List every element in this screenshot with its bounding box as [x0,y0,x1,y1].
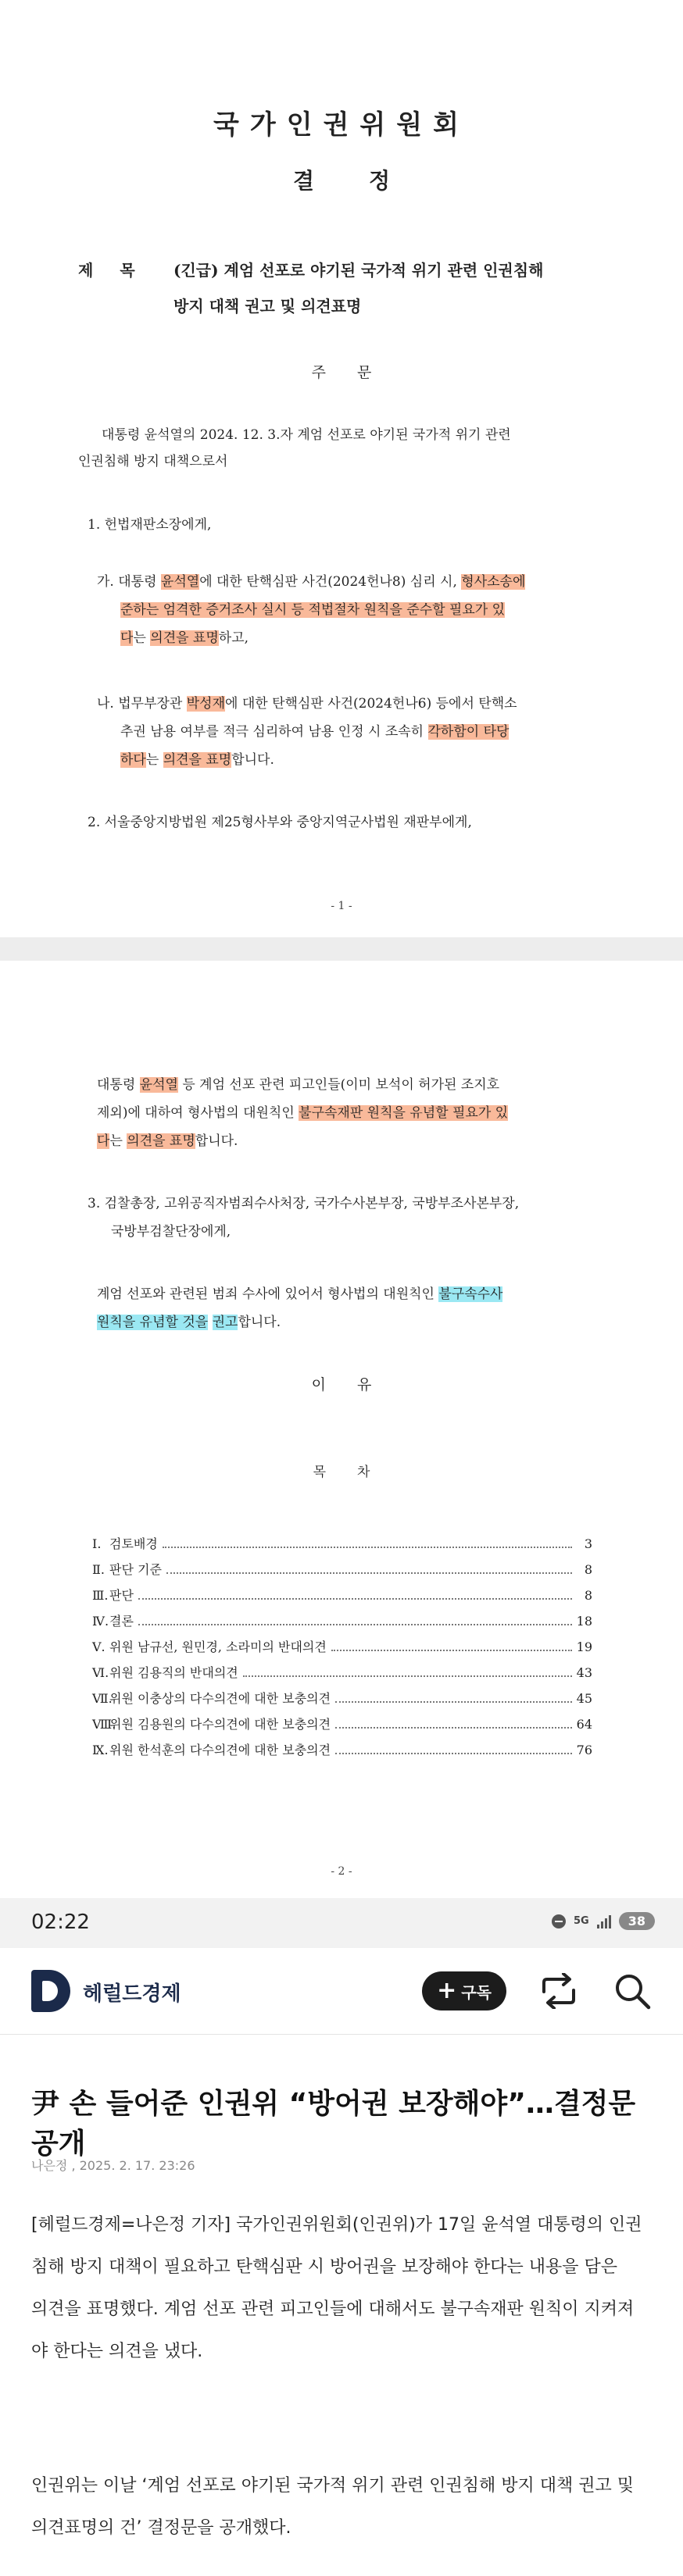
toc-title: 판단 기준 [109,1562,162,1577]
toc-title: 검토배경 [109,1536,158,1551]
order-heading: 주문 [311,364,403,381]
toc-number: Ⅴ. [92,1639,105,1654]
item-d-line-1: 계엄 선포와 관련된 범죄 수사에 있어서 형사법의 대원칙인 불구속수사 [97,1286,503,1302]
document-page-1 [0,0,683,937]
battery-indicator: 38 [619,1912,655,1930]
toc-leader [335,1718,572,1729]
toc-title: 위원 김용원의 다수의견에 대한 보충의견 [109,1717,331,1732]
toc-page: 3 [584,1536,592,1551]
status-time: 02:22 [31,1911,90,1934]
toc-page: 76 [576,1743,592,1757]
toc-number: Ⅵ. [92,1665,109,1680]
item-a-line-1: 가. 대통령 윤석열에 대한 탄핵심판 사건(2024헌나8) 심리 시, 형사소송에 [97,574,526,590]
toc-leader [166,1563,572,1574]
article-paragraph-1 [31,2204,656,2373]
toc-number: Ⅶ. [92,1691,113,1706]
toc-page: 43 [576,1665,592,1680]
app-header [0,1948,683,2035]
signal-icon [597,1914,611,1928]
subject-label: 제목 [78,261,162,280]
toc-title: 위원 김용직의 반대의견 [109,1665,238,1680]
item-3-line-1: 3. 검찰총장, 고위공직자범죄수사처장, 국가수사본부장, 국방부조사본부장, [88,1196,520,1211]
highlight: 각하함이 타당 [427,724,510,740]
toc-leader [163,1537,572,1548]
highlight-blue: 권고 [212,1315,238,1330]
subject-line-1: (긴급) 계엄 선포로 야기된 국가적 위기 관련 인권침해 [173,261,544,280]
toc-page: 8 [584,1562,592,1577]
article-line: 의견표명의 건’ 결정문을 공개했다. [31,2518,291,2538]
toc-number: Ⅱ. [92,1562,105,1577]
article-line: 침해 방지 대책이 필요하고 탄핵심판 시 방어권을 보장해야 한다는 내용을 담은 [31,2257,617,2277]
article-byline: 나은정 , 2025. 2. 17. 23:26 [31,2158,195,2173]
subscribe-label: 구독 [461,1982,492,2002]
item-2-heading: 2. 서울중앙지방법원 제25형사부와 중앙지역군사법원 재판부에게, [88,815,472,830]
highlight: 형사소송에 [461,574,526,590]
toc-row [92,1611,592,1629]
toc-leader [138,1614,572,1625]
item-1-heading: 1. 헌법재판소장에게, [88,517,212,533]
page-number: - 1 - [331,900,352,912]
toc-row [92,1560,592,1578]
highlight-name: 윤석열 [160,574,200,590]
item-d-line-2: 원칙을 유념할 것을 권고합니다. [97,1315,281,1330]
toc-row [92,1663,592,1681]
intro-line-2: 인권침해 방지 대책으로서 [78,454,228,469]
toc-page: 19 [576,1639,592,1654]
toc-title: 위원 한석훈의 다수의견에 대한 보충의견 [109,1743,331,1757]
logo-icon[interactable] [31,1970,70,2012]
status-bar [0,1898,683,1948]
toc-row [92,1534,592,1552]
toc-page: 8 [584,1588,592,1603]
search-icon[interactable] [613,1971,652,2010]
decision-title: 결정 [292,168,445,194]
page-number: - 2 - [331,1865,352,1878]
toc-number: Ⅲ. [92,1588,109,1603]
network-label: 5G [574,1915,589,1927]
highlight: 다 [120,630,134,646]
brand-name[interactable]: 헤럴드경제 [83,1982,181,2006]
status-icons [552,1912,655,1930]
item-b-line-3: 하다는 의견을 표명합니다. [120,752,274,768]
highlight: 준하는 엄격한 증거조사 실시 등 적법절차 원칙을 준수할 필요가 있 [120,602,506,618]
toc-title: 위원 이충상의 다수의견에 대한 보충의견 [109,1691,331,1706]
highlight: 불구속재판 원칙을 유념할 필요가 있 [299,1105,509,1121]
toc-leader [138,1589,572,1600]
highlight-name: 윤석열 [139,1077,178,1093]
toc-number: Ⅸ. [92,1743,109,1757]
toc-heading: 목차 [313,1465,402,1480]
item-b-line-1: 나. 법무부장관 박성재에 대한 탄핵심판 사건(2024헌나6) 등에서 탄핵소 [97,696,517,712]
toc-row [92,1689,592,1707]
toc-page: 64 [576,1717,592,1732]
article-line: [헤럴드경제=나은정 기자] 국가인권위원회(인권위)가 17일 윤석열 대통령의 인권 [31,2215,642,2235]
toc-leader [331,1640,572,1651]
article-line: 의견을 표명했다. 계엄 선포 관련 피고인들에 대해서도 불구속재판 원칙이 지켜져 [31,2299,635,2319]
highlight-blue: 원칙을 유념할 것을 [97,1315,209,1330]
article-paragraph-2 [31,2465,656,2549]
subscribe-button[interactable] [422,1971,506,2010]
article-line: 야 한다는 의견을 냈다. [31,2342,203,2361]
toc-row [92,1714,592,1732]
reason-heading: 이유 [311,1376,403,1393]
highlight: 의견을 표명 [163,752,232,768]
toc-leader [335,1692,572,1703]
toc-number: Ⅰ. [92,1536,102,1551]
item-c-line-3: 다는 의견을 표명합니다. [97,1133,238,1149]
highlight: 의견을 표명 [127,1133,195,1149]
minus-circle-icon [552,1914,566,1928]
toc-title: 위원 남규선, 원민경, 소라미의 반대의견 [109,1639,327,1654]
highlight-blue: 불구속수사 [438,1286,503,1302]
article-line: 인권위는 이날 ‘계엄 선포로 야기된 국가적 위기 관련 인권침해 방지 대책 권고 및 [31,2476,634,2496]
share-icon[interactable] [539,1973,578,2009]
toc-row [92,1637,592,1655]
intro-line-1: 대통령 윤석열의 2024. 12. 3.자 계엄 선포로 야기된 국가적 위기 관련 [102,427,511,443]
highlight-name: 박성재 [186,696,226,712]
item-b-line-2: 추권 남용 여부를 적극 심리하여 남용 인정 시 조속히 각하함이 타당 [120,724,510,740]
item-c-line-1: 대통령 윤석열 등 계엄 선포 관련 피고인들(이미 보석이 허가된 조지호 [97,1077,500,1093]
toc-title: 결론 [109,1614,134,1629]
subject-line-2: 방지 대책 권고 및 의견표명 [173,297,362,316]
highlight: 하다 [120,752,146,768]
organization-title: 국가인권위원회 [213,109,470,141]
item-3-line-2: 국방부검찰단장에게, [111,1224,231,1240]
toc-leader [335,1743,572,1754]
document-page-2 [0,961,683,1898]
highlight: 다 [97,1133,110,1149]
item-c-line-2: 제외)에 대하여 형사법의 대원칙인 불구속재판 원칙을 유념할 필요가 있 [97,1105,509,1121]
toc-page: 45 [576,1691,592,1706]
news-app-screen [0,1898,683,2576]
toc-row [92,1586,592,1604]
toc-row [92,1740,592,1758]
highlight: 의견을 표명 [150,630,219,646]
page-separator [0,937,683,961]
toc-title: 판단 [109,1588,134,1603]
article-headline: 尹 손 들어준 인권위 “방어권 보장해야”…결정문 공개 [31,2088,636,2160]
item-a-line-2 [120,597,505,623]
toc-page: 18 [576,1614,592,1629]
plus-icon: + [437,1977,457,2004]
toc-leader [243,1666,572,1677]
item-a-line-3: 다는 의견을 표명하고, [120,630,249,646]
toc-number: Ⅷ. [92,1717,116,1732]
toc-number: Ⅳ. [92,1614,109,1629]
